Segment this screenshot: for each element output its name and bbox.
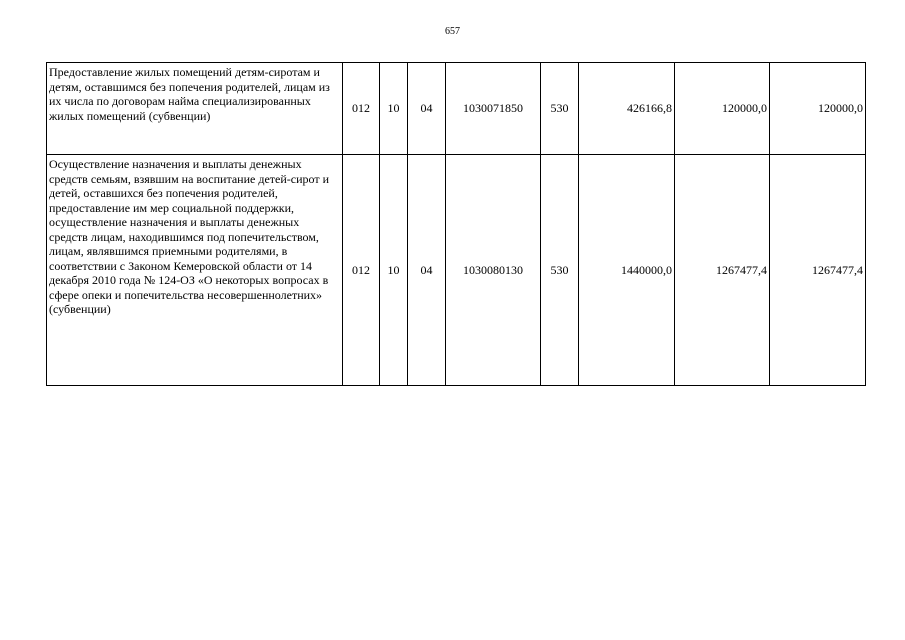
amount-cell-2: 1267477,4	[675, 155, 770, 386]
table-row	[47, 155, 866, 386]
subsection-code-cell: 04	[408, 63, 446, 155]
expense-type-cell: 530	[541, 155, 579, 386]
expense-name-cell: Осуществление назначения и выплаты денежных средств семьям, взявшим на воспитание детей-сирот и детей, оставшихся без попечения родителей, предоставление им мер социальной поддержки, осуществление назначения и выплаты денежных средств лицам, находившимся под попечительством, лицам, являвшимся приемными родителями, в соответствии с Законом Кемеровской области от 14 декабря 2010 года № 124-ОЗ «О некоторых вопросах в сфере опеки и попечительства несовершеннолетних» (субвенции)	[47, 155, 343, 386]
section-code-cell: 10	[380, 155, 408, 386]
target-article-cell: 1030071850	[446, 63, 541, 155]
ministry-code-cell: 012	[343, 155, 380, 386]
subsection-code-cell: 04	[408, 155, 446, 386]
amount-cell-2: 120000,0	[675, 63, 770, 155]
amount-cell-1: 426166,8	[579, 63, 675, 155]
amount-cell-1: 1440000,0	[579, 155, 675, 386]
expense-type-cell: 530	[541, 63, 579, 155]
amount-cell-3: 120000,0	[770, 63, 866, 155]
table-row	[47, 63, 866, 155]
amount-cell-3: 1267477,4	[770, 155, 866, 386]
page-number: 657	[445, 26, 460, 37]
expense-name-cell: Предоставление жилых помещений детям-сиротам и детям, оставшимся без попечения родителей, лицам из их числа по договорам найма специализированных жилых помещений (субвенции)	[47, 63, 343, 155]
ministry-code-cell: 012	[343, 63, 380, 155]
target-article-cell: 1030080130	[446, 155, 541, 386]
budget-table	[46, 62, 866, 386]
section-code-cell: 10	[380, 63, 408, 155]
